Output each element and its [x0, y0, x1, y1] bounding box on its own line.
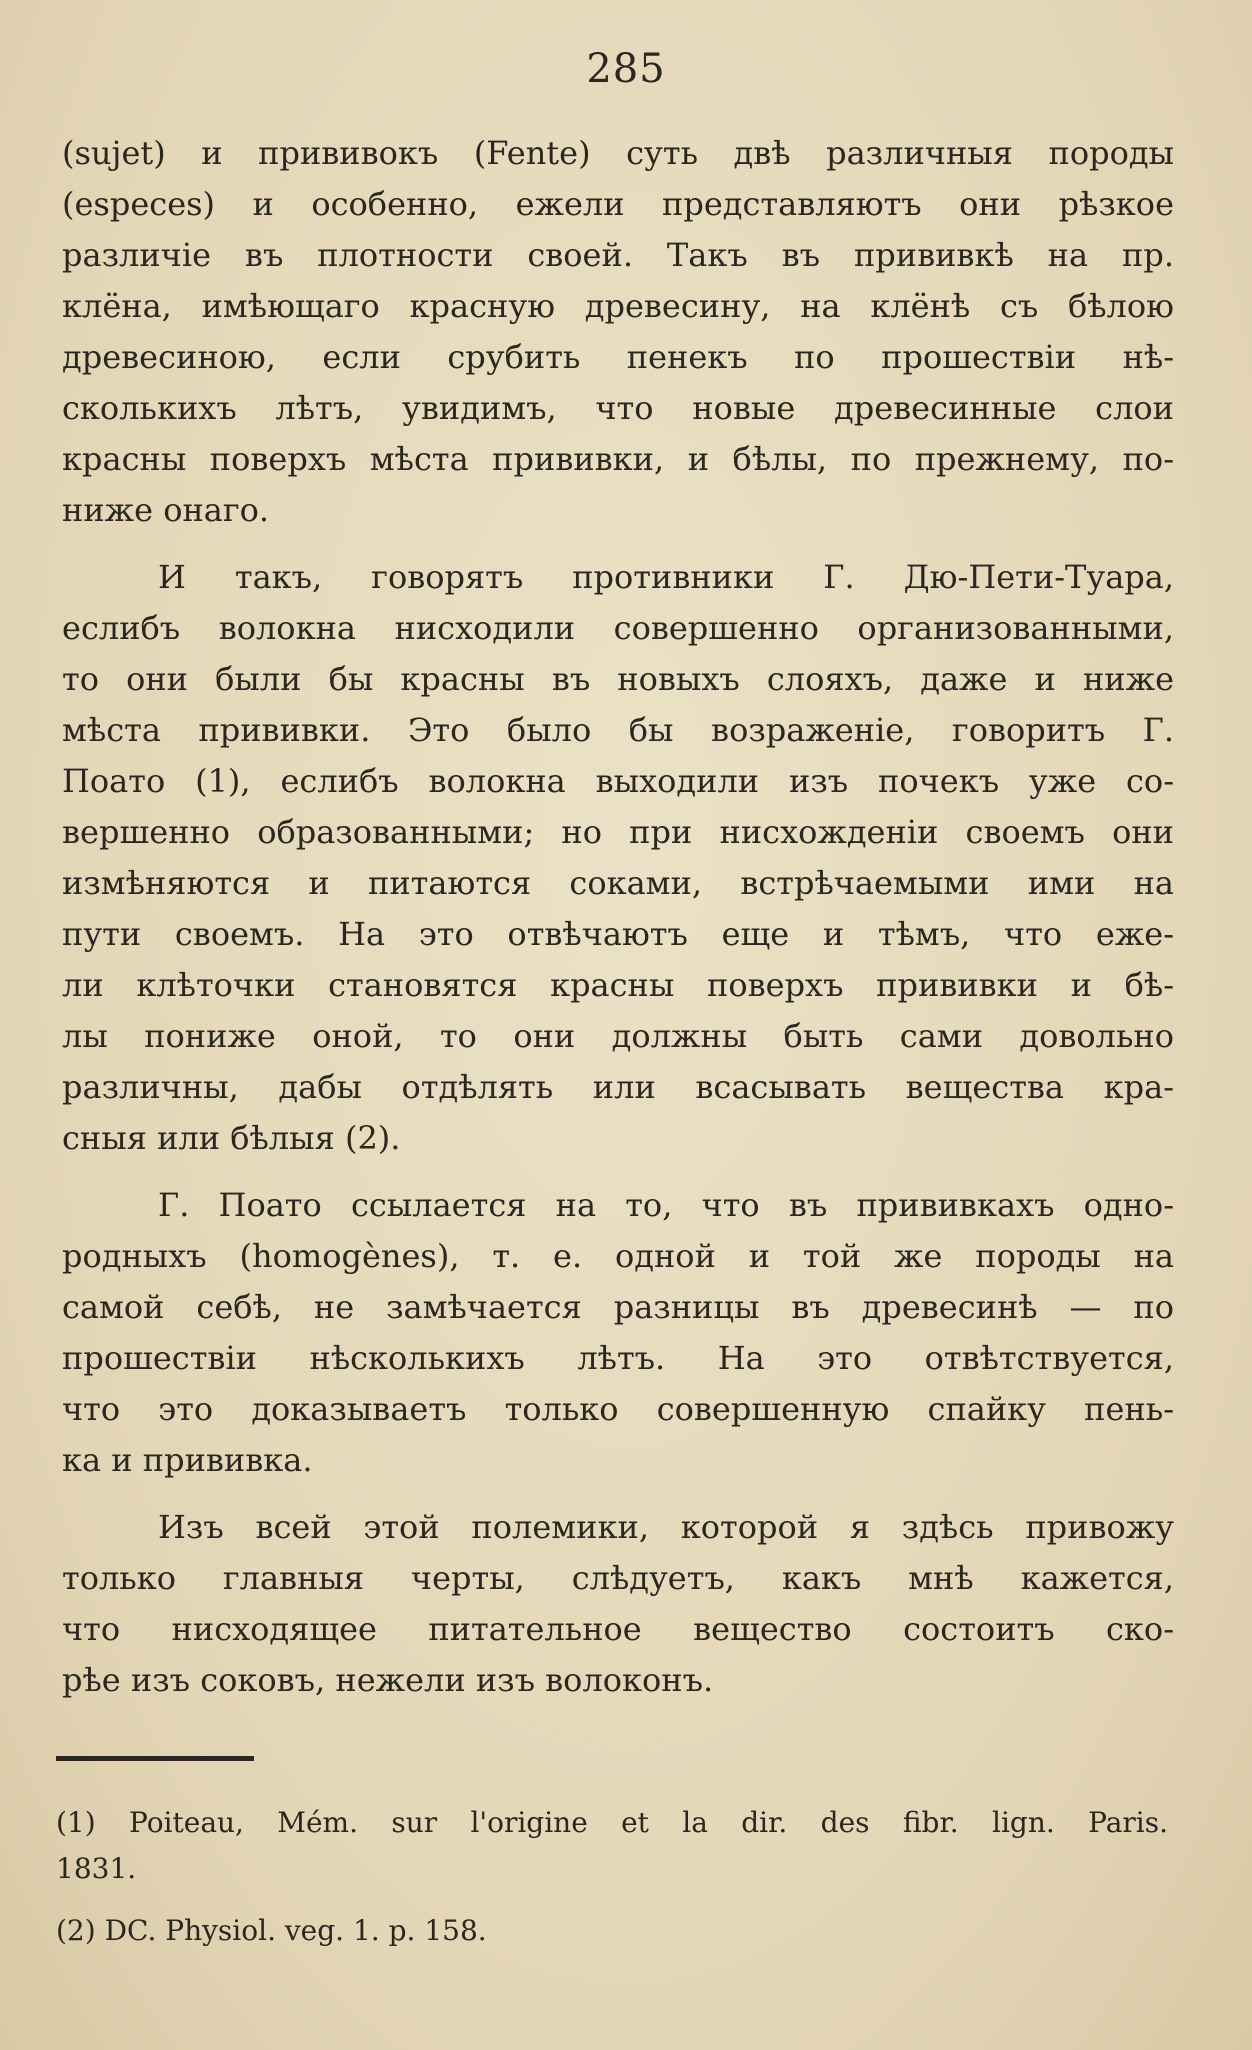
text-line: сныя или бѣлыя (2).: [62, 1119, 401, 1157]
text-line: ка и прививка.: [62, 1441, 313, 1479]
paragraph-2: [62, 552, 1174, 1164]
text-line: (especes) и особенно, ежели представляютъ они рѣзкое: [62, 185, 1174, 223]
text-line: что это доказываетъ только совершенную спайку пень-: [62, 1390, 1174, 1428]
text-line: сколькихъ лѣтъ, увидимъ, что новые древесинные слои: [62, 389, 1174, 427]
text-line: различіе въ плотности своей. Такъ въ прививкѣ на пр.: [62, 236, 1174, 274]
text-line: мѣста прививки. Это было бы возраженіе, говоритъ Г.: [62, 711, 1174, 749]
body-text: [62, 128, 1174, 1706]
text-line: самой себѣ, не замѣчается разницы въ древесинѣ — по: [62, 1288, 1174, 1326]
text-line: Изъ всей этой полемики, которой я здѣсь привожу: [158, 1508, 1174, 1546]
footnotes: [56, 1800, 1168, 1970]
footnote-line: (2) DC. Physiol. veg. 1. p. 158.: [56, 1914, 487, 1947]
text-line: Г. Поато ссылается на то, что въ прививкахъ одно-: [158, 1186, 1174, 1224]
text-line: Поато (1), еслибъ волокна выходили изъ почекъ уже со-: [62, 762, 1174, 800]
text-line: древесиною, если срубить пенекъ по прошествіи нѣ-: [62, 338, 1174, 376]
text-line: ниже онаго.: [62, 491, 270, 529]
text-line: пути своемъ. На это отвѣчаютъ еще и тѣмъ, что еже-: [62, 915, 1174, 953]
text-line: различны, дабы отдѣлять или всасывать вещества кра-: [62, 1068, 1174, 1106]
footnote-2: [56, 1908, 1168, 1954]
text-line: то они были бы красны въ новыхъ слояхъ, даже и ниже: [62, 660, 1174, 698]
paragraph-1: [62, 128, 1174, 536]
text-line: прошествіи нѣсколькихъ лѣтъ. На это отвѣтствуется,: [62, 1339, 1174, 1377]
footnote-divider: [56, 1756, 254, 1761]
text-line: что нисходящее питательное вещество состоитъ ско-: [62, 1610, 1174, 1648]
footnote-line: 1831.: [56, 1852, 137, 1885]
page-number: 285: [586, 46, 666, 92]
text-line: (sujet) и прививокъ (Fente) суть двѣ различныя породы: [62, 134, 1174, 172]
paragraph-3: [62, 1180, 1174, 1486]
text-line: только главныя черты, слѣдуетъ, какъ мнѣ кажется,: [62, 1559, 1174, 1597]
text-line: И такъ, говорятъ противники Г. Дю-Пети-Туара,: [158, 558, 1174, 596]
footnote-1: [56, 1800, 1168, 1892]
text-line: еслибъ волокна нисходили совершенно организованными,: [62, 609, 1174, 647]
text-line: красны поверхъ мѣста прививки, и бѣлы, по прежнему, по-: [62, 440, 1174, 478]
text-line: вершенно образованными; но при нисхожденіи своемъ они: [62, 813, 1174, 851]
text-line: родныхъ (homogènes), т. е. одной и той же породы на: [62, 1237, 1174, 1275]
text-line: клёна, имѣющаго красную древесину, на клёнѣ съ бѣлою: [62, 287, 1174, 325]
text-line: рѣе изъ соковъ, нежели изъ волоконъ.: [62, 1661, 714, 1699]
text-line: измѣняются и питаются соками, встрѣчаемыми ими на: [62, 864, 1174, 902]
paragraph-4: [62, 1502, 1174, 1706]
text-line: лы пониже оной, то они должны быть сами довольно: [62, 1017, 1174, 1055]
text-line: ли клѣточки становятся красны поверхъ прививки и бѣ-: [62, 966, 1174, 1004]
footnote-line: (1) Poiteau, Mém. sur l'origine et la dir. des fibr. lign. Paris.: [56, 1806, 1168, 1839]
